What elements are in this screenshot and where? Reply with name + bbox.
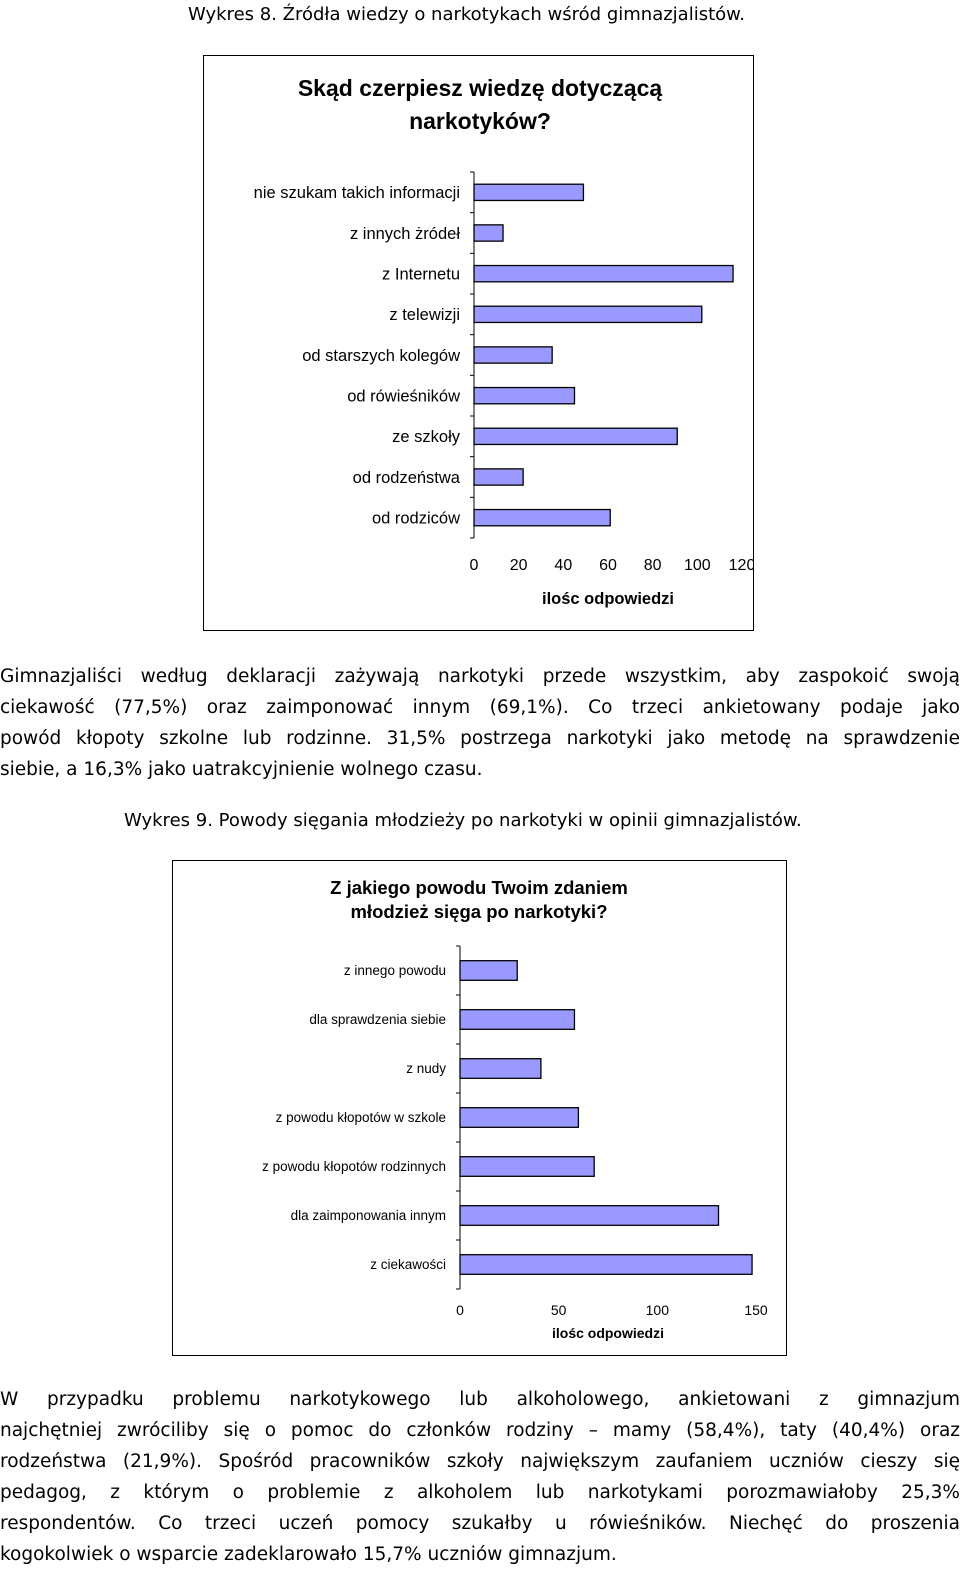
x-tick-label: 150	[744, 1302, 768, 1318]
paragraph-line: siebie, a 16,3% jako uatrakcyjnienie wolnego czasu.	[0, 759, 483, 780]
category-label: od rówieśników	[347, 387, 460, 406]
bar	[474, 388, 575, 404]
paragraph-line: respondentów. Co trzeci uczeń pomocy szukałby u rówieśników. Niechęć do proszenia	[0, 1513, 960, 1534]
category-label: z innego powodu	[343, 963, 446, 979]
paragraph-reasons	[0, 661, 960, 785]
x-tick-label: 40	[554, 557, 573, 574]
category-label: z nudy	[406, 1061, 446, 1077]
bar	[460, 961, 517, 981]
bar	[460, 1206, 719, 1226]
bar	[474, 306, 702, 322]
category-label: z telewizji	[389, 306, 460, 325]
figure-caption-9: Wykres 9. Powody sięgania młodzieży po narkotyki w opinii gimnazjalistów.	[124, 810, 802, 831]
bar	[460, 1157, 594, 1177]
bar	[460, 1059, 541, 1079]
category-label: z powodu kłopotów w szkole	[275, 1110, 446, 1126]
x-tick-label: 120	[728, 557, 753, 574]
paragraph-line: W przypadku problemu narkotykowego lub alkoholowego, ankietowani z gimnazjum	[0, 1389, 960, 1410]
category-label: od rodziców	[371, 509, 460, 528]
paragraph-line: Gimnazjaliści według deklaracji zażywają narkotyki przede wszystkim, aby zaspokoić swoją	[0, 666, 960, 687]
bar	[474, 266, 733, 282]
chart-title: Z jakiego powodu Twoim zdaniem	[330, 877, 628, 898]
bar	[460, 1108, 578, 1128]
paragraph-line: powód kłopoty szkolne lub rodzinne. 31,5% postrzega narkotyki jako metodę na sprawdzenie	[0, 728, 960, 749]
bar	[474, 184, 583, 200]
x-tick-label: 100	[683, 557, 711, 574]
x-tick-label: 60	[599, 557, 617, 574]
category-label: dla zaimponowania innym	[290, 1208, 446, 1224]
figure-caption-8: Wykres 8. Źródła wiedzy o narkotykach wśród gimnazjalistów.	[188, 4, 745, 25]
category-label: z Internetu	[382, 265, 460, 284]
bar	[460, 1255, 752, 1275]
paragraph-line: rodzeństwa (21,9%). Spośród pracowników szkoły największym zaufaniem uczniów cieszy się	[0, 1451, 960, 1472]
category-label: dla sprawdzenia siebie	[309, 1012, 446, 1028]
chart-sources-of-knowledge	[203, 55, 754, 631]
bar	[474, 469, 523, 485]
category-label: nie szukam takich informacji	[253, 184, 460, 203]
chart-reasons-for-drug-use	[172, 860, 787, 1356]
chart-title: narkotyków?	[409, 108, 551, 134]
chart-svg	[173, 861, 786, 1355]
x-axis-label: ilośc odpowiedzi	[541, 590, 675, 608]
category-label: z ciekawości	[370, 1257, 446, 1273]
category-label: ze szkoły	[392, 428, 460, 447]
category-label: z innych żródeł	[349, 224, 460, 243]
paragraph-line: ciekawość (77,5%) oraz zaimponować innym (69,1%). Co trzeci ankietowany podaje jako	[0, 697, 960, 718]
category-label: od starszych kolegów	[302, 346, 460, 365]
bar	[474, 428, 677, 444]
x-tick-label: 0	[469, 557, 479, 574]
category-label: od rodzeństwa	[352, 468, 460, 487]
x-tick-label: 100	[645, 1302, 670, 1318]
x-tick-label: 50	[550, 1302, 567, 1318]
bar	[474, 510, 610, 526]
paragraph-line: pedagog, z którym o problemie z alkoholem lub narkotykami porozmawiałoby 25,3%	[0, 1482, 960, 1503]
chart-title: Skąd czerpiesz wiedzę dotyczącą	[297, 75, 663, 101]
paragraph-line: najchętniej zwróciliby się o pomoc do członków rodziny – mamy (58,4%), taty (40,4%) oraz	[0, 1420, 960, 1441]
bar	[474, 347, 552, 363]
chart-svg	[204, 56, 753, 630]
x-axis-label: ilośc odpowiedzi	[551, 1325, 665, 1341]
paragraph-help	[0, 1384, 960, 1570]
category-label: z powodu kłopotów rodzinnych	[262, 1159, 446, 1175]
bar	[474, 225, 503, 241]
x-tick-label: 20	[509, 557, 528, 574]
chart-title: młodzież sięga po narkotyki?	[350, 901, 608, 922]
bar	[460, 1010, 574, 1030]
paragraph-line: kogokolwiek o wsparcie zadeklarowało 15,7% uczniów gimnazjum.	[0, 1544, 617, 1565]
x-tick-label: 0	[456, 1302, 464, 1318]
x-tick-label: 80	[643, 557, 662, 574]
